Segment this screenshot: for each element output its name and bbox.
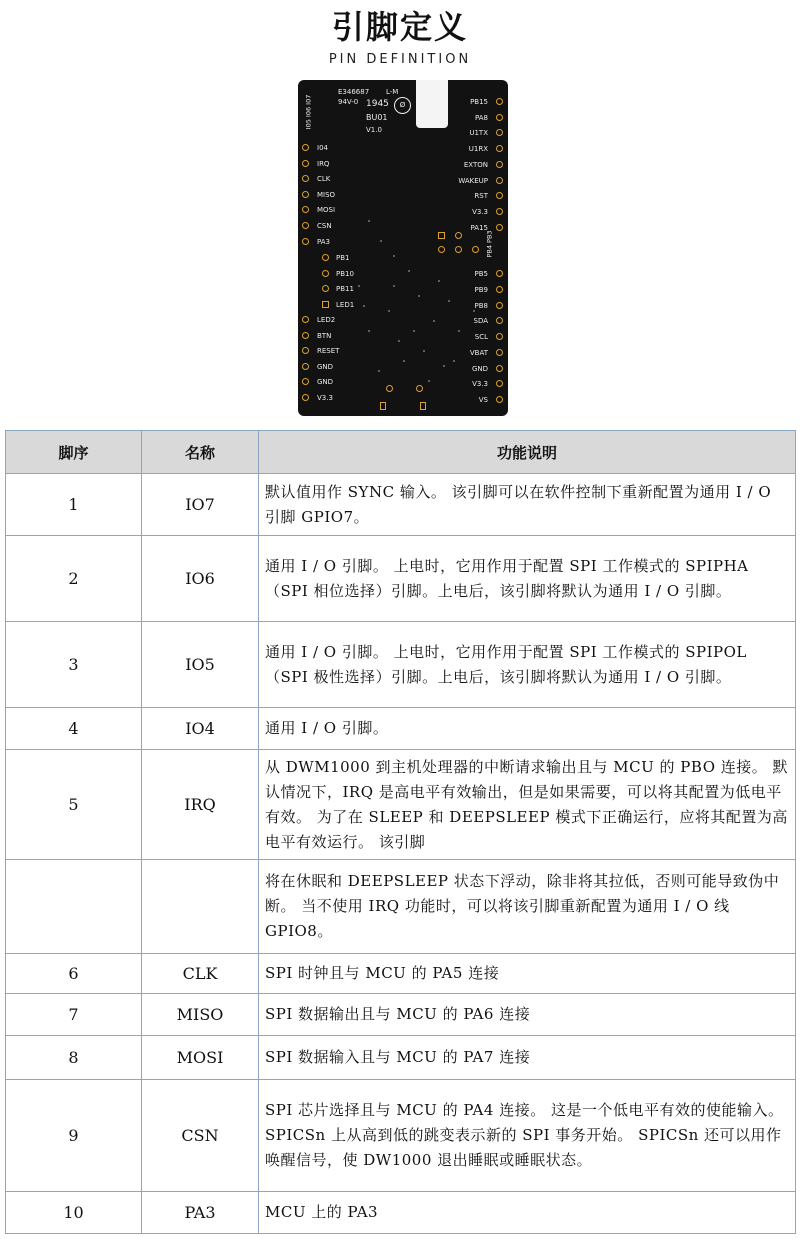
pin-label-left: PA3: [317, 237, 331, 246]
pin-name-cell: CSN: [142, 1080, 259, 1192]
via: [428, 380, 430, 382]
table-row: [6, 1036, 796, 1080]
pin-function-cell: 通用 I / O 引脚。: [259, 708, 796, 750]
pin-label-left: RESET: [317, 347, 340, 356]
pin-number-cell: 5: [6, 750, 142, 860]
pin-pad: [496, 365, 503, 372]
pin-number-cell: 9: [6, 1080, 142, 1192]
antenna-cutout: [416, 80, 448, 128]
pin-function-cell: 默认值用作 SYNC 输入。 该引脚可以在软件控制下重新配置为通用 I / O 引脚 GPIO7。: [259, 474, 796, 536]
pin-label-right: PB5: [474, 270, 488, 279]
via: [380, 240, 382, 242]
table-row: [6, 708, 796, 750]
pin-number-cell: 2: [6, 536, 142, 622]
via: [453, 360, 455, 362]
pin-pad: [322, 254, 329, 261]
pin-function-cell: SPI 数据输出且与 MCU 的 PA6 连接: [259, 994, 796, 1036]
pin-pad: [302, 363, 309, 370]
pin-number-cell: 7: [6, 994, 142, 1036]
pin-name-cell: IRQ: [142, 750, 259, 860]
pin-number-cell: [6, 860, 142, 954]
pin-function-cell: 从 DWM1000 到主机处理器的中断请求输出且与 MCU 的 PBO 连接。 默认情况下，IRQ 是高电平有效输出，但是如果需要，可以将其配置为低电平有效。 为了在 SLEEP 和 DEEPSLEEP 模式下正确运行，应将其配置为高电平有效运行。 该引脚: [259, 750, 796, 860]
pin-label-left: I04: [317, 144, 328, 152]
pin-label-right: U1TX: [469, 129, 488, 138]
pin-pad: [496, 333, 503, 340]
pin-function-cell: SPI 芯片选择且与 MCU 的 PA4 连接。 这是一个低电平有效的使能输入。 SPICSn 上从高到低的跳变表示新的 SPI 事务开始。 SPICSn 还可以用作唤醒信号，使 DW1000 退出睡眠或睡眠状态。: [259, 1080, 796, 1192]
board-label-line: 1945: [366, 99, 389, 109]
pin-function-cell: 通用 I / O 引脚。 上电时，它用作用于配置 SPI 工作模式的 SPIPHA（SPI 相位选择）引脚。上电后，该引脚将默认为通用 I / O 引脚。: [259, 536, 796, 622]
pin-number-cell: 4: [6, 708, 142, 750]
table-row: [6, 994, 796, 1036]
via: [358, 285, 360, 287]
pin-label-right: PB8: [474, 301, 488, 310]
pin-function-cell: SPI 时钟且与 MCU 的 PA5 连接: [259, 954, 796, 994]
pin-label-left: MISO: [317, 190, 336, 199]
pin-pad: [302, 238, 309, 245]
pin-function-cell: SPI 数据输入且与 MCU 的 PA7 连接: [259, 1036, 796, 1080]
pin-label-left: LED2: [317, 316, 336, 324]
pin-name-cell: IO5: [142, 622, 259, 708]
pin-label-right: WAKEUP: [458, 176, 488, 185]
pin-label-inner: PB1: [336, 254, 350, 262]
pin-pad: [496, 145, 503, 152]
pin-label-left: CLK: [317, 175, 331, 184]
table-row: [6, 536, 796, 622]
pin-number-cell: 6: [6, 954, 142, 994]
via: [363, 305, 365, 307]
pin-name-cell: PA3: [142, 1192, 259, 1234]
pin-name-cell: IO7: [142, 474, 259, 536]
pin-label-right: EXTON: [463, 160, 488, 169]
pin-label-right: GND: [471, 364, 488, 373]
table-row: [6, 474, 796, 536]
table-header-row: [6, 431, 796, 474]
pin-pad: [496, 224, 503, 231]
pin-function-cell: MCU 上的 PA3: [259, 1192, 796, 1234]
pin-pad: [496, 98, 503, 105]
pin-label-inner: LED1: [336, 300, 355, 309]
pin-label-right: RST: [474, 192, 488, 201]
pin-pad: [496, 161, 503, 168]
pin-label-right: U1RX: [468, 145, 488, 154]
table-row: [6, 954, 796, 994]
via: [473, 310, 475, 312]
pin-pad: [496, 302, 503, 309]
pin-label-right: PB9: [474, 286, 488, 294]
pin-label-left: IRQ: [317, 159, 330, 168]
board-label-line: 94V-0: [338, 98, 359, 106]
pin-name-cell: IO4: [142, 708, 259, 750]
pin-pad: [302, 378, 309, 385]
pin-pad: [496, 192, 503, 199]
pin-pad: [302, 175, 309, 182]
board-inner-right-label: PB4 PB3: [485, 230, 494, 258]
pin-function-cell: 将在休眠和 DEEPSLEEP 状态下浮动，除非将其拉低，否则可能导致伪中断。 当不使用 IRQ 功能时，可以将该引脚重新配置为通用 I / O 线 GPIO8。: [259, 860, 796, 954]
pin-table: [5, 430, 796, 1234]
pin-label-right: SCL: [474, 333, 488, 342]
pin-pad: [496, 177, 503, 184]
via: [393, 255, 395, 257]
board-label-line: V1.0: [366, 126, 382, 134]
pin-label-right: V3.3: [472, 207, 488, 216]
pin-label-left: MOSI: [317, 206, 336, 215]
pin-pad: [496, 208, 503, 215]
via: [393, 285, 395, 287]
via: [433, 320, 435, 322]
pin-label-right: PA8: [474, 113, 488, 122]
pin-name-cell: MOSI: [142, 1036, 259, 1080]
via: [378, 370, 380, 372]
board-logo-mark: L-M: [386, 88, 399, 96]
table-row: [6, 1192, 796, 1234]
pin-pad: [302, 222, 309, 229]
pin-label-left: V3.3: [317, 394, 333, 402]
via: [413, 330, 415, 332]
via: [368, 330, 370, 332]
pin-pad: [496, 317, 503, 324]
pin-pad: [322, 301, 329, 308]
table-row: [6, 1080, 796, 1192]
table-row: [6, 750, 796, 860]
via: [418, 295, 420, 297]
pin-pad: [322, 270, 329, 277]
pin-number-cell: 3: [6, 622, 142, 708]
table-row: [6, 860, 796, 954]
col-header-number: 脚序: [6, 431, 142, 474]
pin-pad: [302, 332, 309, 339]
pin-number-cell: 10: [6, 1192, 142, 1234]
page-title: 引脚定义: [331, 8, 468, 46]
pin-label-right: SDA: [473, 317, 488, 326]
pin-label-left: CSN: [317, 222, 332, 230]
via: [458, 330, 460, 332]
pin-label-left: GND: [317, 362, 334, 371]
pin-pad: [302, 206, 309, 213]
pin-name-cell: MISO: [142, 994, 259, 1036]
via: [408, 270, 410, 272]
pin-label-left: BTN: [317, 331, 332, 340]
pin-label-inner: PB11: [336, 285, 354, 294]
pin-label-right: V3.3: [472, 380, 488, 389]
pin-name-cell: [142, 860, 259, 954]
pin-pad: [496, 396, 503, 403]
pin-pad: [496, 129, 503, 136]
module-board-image: [298, 80, 508, 416]
pin-name-cell: CLK: [142, 954, 259, 994]
board-label-line: BU01: [366, 113, 388, 122]
via: [443, 365, 445, 367]
pin-pad: [322, 285, 329, 292]
pin-name-cell: IO6: [142, 536, 259, 622]
pin-label-right: PA15: [470, 223, 488, 232]
pin-label-inner: PB10: [336, 269, 354, 278]
table-row: [6, 622, 796, 708]
board-left-top-label: I05 I06 I07: [304, 94, 313, 130]
pin-pad: [496, 270, 503, 277]
via: [368, 220, 370, 222]
pin-pad: [302, 191, 309, 198]
col-header-name: 名称: [142, 431, 259, 474]
via: [438, 280, 440, 282]
pin-label-right: VS: [478, 395, 488, 404]
pin-pad: [302, 160, 309, 167]
pin-pad: [302, 144, 309, 151]
via: [448, 300, 450, 302]
via: [423, 350, 425, 352]
pin-pad: [496, 380, 503, 387]
board-label-line: E346687: [338, 88, 370, 96]
via: [398, 340, 400, 342]
col-header-function: 功能说明: [259, 431, 796, 474]
pin-pad: [496, 286, 503, 293]
pin-number-cell: 1: [6, 474, 142, 536]
pin-pad: [302, 316, 309, 323]
pin-pad: [496, 349, 503, 356]
via: [388, 310, 390, 312]
pin-number-cell: 8: [6, 1036, 142, 1080]
pin-pad: [302, 394, 309, 401]
pin-label-right: VBAT: [469, 348, 488, 357]
certification-logo: Ø: [394, 97, 411, 114]
pin-function-cell: 通用 I / O 引脚。 上电时，它用作用于配置 SPI 工作模式的 SPIPOL（SPI 极性选择）引脚。上电后，该引脚将默认为通用 I / O 引脚。: [259, 622, 796, 708]
pin-pad: [496, 114, 503, 121]
pin-pad: [302, 347, 309, 354]
pin-label-left: GND: [317, 378, 334, 387]
page-subtitle: PIN DEFINITION: [328, 52, 472, 67]
via: [403, 360, 405, 362]
pin-label-right: PB15: [470, 98, 488, 106]
